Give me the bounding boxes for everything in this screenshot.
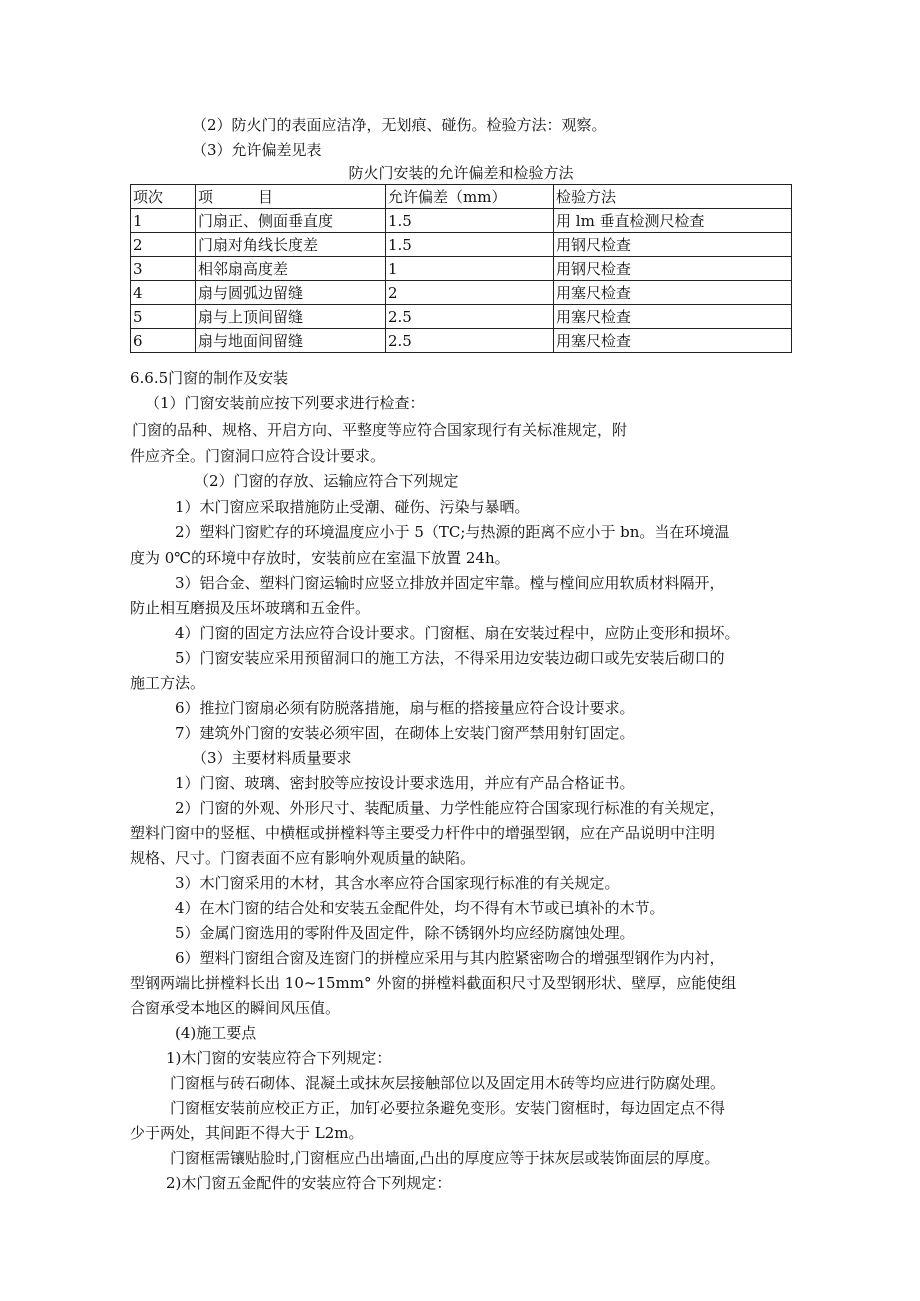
- table-cell: 用钢尺检查: [554, 257, 792, 281]
- header-cell: 检验方法: [554, 185, 792, 209]
- table-cell: 扇与地面间留缝: [196, 329, 386, 353]
- body-line: 5）金属门窗选用的零附件及固定件，除不锈钢外均应经防腐蚀处理。: [175, 924, 635, 942]
- table-row: [131, 281, 792, 305]
- body-line: 门窗框安装前应校正方正，加钉必要拉条避免变形。安装门窗框时，每边固定点不得: [170, 1099, 726, 1117]
- item-2-text: （2）防火门的表面应洁净，无划痕、碰伤。检验方法：观察。: [192, 116, 607, 134]
- body-line: （3）主要材料质量要求: [192, 749, 352, 767]
- body-line: 6）推拉门窗扇必须有防脱落措施，扇与框的搭接量应符合设计要求。: [175, 699, 635, 717]
- table-cell: 3: [131, 257, 196, 281]
- table-cell: 2: [131, 233, 196, 257]
- table-cell: 6: [131, 329, 196, 353]
- body-line: 1）木门窗应采取措施防止受潮、碰伤、污染与暴晒。: [175, 498, 530, 516]
- table-cell: 用塞尺检查: [554, 305, 792, 329]
- table-cell: 用塞尺检查: [554, 329, 792, 353]
- body-line: 1)木门窗的安装应符合下列规定：: [166, 1049, 392, 1067]
- table-cell: 扇与圆弧边留缝: [196, 281, 386, 305]
- body-line: 规格、尺寸。门窗表面不应有影响外观质量的缺陷。: [130, 849, 476, 867]
- table-caption: 防火门安装的允许偏差和检验方法: [348, 164, 574, 182]
- table-cell: 门扇对角线长度差: [196, 233, 386, 257]
- body-line: 3）铝合金、塑料门窗运输时应竖立排放并固定牢靠。樘与樘间应用软质材料隔开，: [175, 574, 725, 592]
- table-cell: 用钢尺检查: [554, 233, 792, 257]
- body-line: 1）门窗、玻璃、密封胶等应按设计要求选用，并应有产品合格证书。: [175, 774, 635, 792]
- table-row: [131, 305, 792, 329]
- table-cell: 1: [386, 257, 554, 281]
- table-cell: 2.5: [386, 305, 554, 329]
- body-line: 门窗框与砖石砌体、混凝土或抹灰层接触部位以及固定用木砖等均应进行防腐处理。: [170, 1074, 726, 1092]
- section-title: 6.6.5门窗的制作及安装: [130, 369, 289, 387]
- body-line: 施工方法。: [130, 674, 206, 692]
- body-line: 型钢两端比拼樘料长出 10~15mm° 外窗的拼樘料截面积尺寸及型钢形状、壁厚，应能使组: [130, 974, 737, 992]
- body-line: 门窗的品种、规格、开启方向、平整度等应符合国家现行有关标准规定，附: [132, 421, 628, 439]
- table-row: [131, 233, 792, 257]
- body-line: 4）在木门窗的结合处和安装五金配件处，均不得有木节或已填补的木节。: [175, 899, 665, 917]
- header-cell: 项次: [131, 185, 196, 209]
- table-cell: 相邻扇高度差: [196, 257, 386, 281]
- body-line: 4）门窗的固定方法应符合设计要求。门窗框、扇在安装过程中，应防止变形和损坏。: [175, 624, 740, 642]
- body-line: 3）木门窗采用的木材，其含水率应符合国家现行标准的有关规定。: [175, 874, 620, 892]
- table-cell: 门扇正、侧面垂直度: [196, 209, 386, 233]
- table-cell: 5: [131, 305, 196, 329]
- body-line: 6）塑料门窗组合窗及连窗门的拼樘应采用与其内腔紧密吻合的增强型钢作为内衬，: [175, 949, 725, 967]
- table-cell: 用塞尺检查: [554, 281, 792, 305]
- table-cell: 2: [386, 281, 554, 305]
- body-line: 2)木门窗五金配件的安装应符合下列规定：: [166, 1174, 452, 1192]
- body-line: 度为 0℃的环境中存放时，安装前应在室温下放置 24h。: [130, 549, 510, 567]
- body-line: （2）门窗的存放、运输应符合下列规定: [194, 472, 459, 490]
- item-3-text: （3）允许偏差见表: [192, 141, 322, 159]
- body-line: 少于两处，其间距不得大于 L2m。: [130, 1124, 364, 1142]
- table-cell: 2.5: [386, 329, 554, 353]
- body-line: 5）门窗安装应采用预留洞口的施工方法，不得采用边安装边砌口或先安装后砌口的: [175, 649, 725, 667]
- table-cell: 1.5: [386, 233, 554, 257]
- table-row: [131, 209, 792, 233]
- body-line: 2）门窗的外观、外形尺寸、装配质量、力学性能应符合国家现行标准的有关规定，: [175, 799, 725, 817]
- table-cell: 1: [131, 209, 196, 233]
- body-line: 门窗框需镶贴脸时,门窗框应凸出墙面,凸出的厚度应等于抹灰层或装饰面层的厚度。: [170, 1149, 720, 1167]
- header-cell: 项 目: [196, 185, 386, 209]
- table-cell: 用 lm 垂直检测尺检查: [554, 209, 792, 233]
- table-cell: 扇与上顶间留缝: [196, 305, 386, 329]
- header-cell: 允许偏差（mm）: [386, 185, 554, 209]
- body-line: (4)施工要点: [175, 1024, 257, 1042]
- body-line: 7）建筑外门窗的安装必须牢固，在砌体上安装门窗严禁用射钉固定。: [175, 724, 635, 742]
- table-header-row: [131, 185, 792, 209]
- table-row: [131, 257, 792, 281]
- body-line: 合窗承受本地区的瞬间风压值。: [130, 999, 341, 1017]
- body-line: 2）塑料门窗贮存的环境温度应小于 5（TC;与热源的距离不应小于 bn。当在环境温: [175, 523, 730, 541]
- table-row: [131, 329, 792, 353]
- table-cell: 4: [131, 281, 196, 305]
- body-line: 防止相互磨损及压坏玻璃和五金件。: [130, 599, 371, 617]
- body-line: 塑料门窗中的竖框、中横框或拼樘料等主要受力杆件中的增强型钢，应在产品说明中注明: [130, 824, 716, 842]
- tolerance-table: [130, 184, 792, 353]
- table-cell: 1.5: [386, 209, 554, 233]
- body-line: （1）门窗安装前应按下列要求进行检查：: [145, 394, 425, 412]
- body-line: 件应齐全。门窗洞口应符合设计要求。: [130, 447, 386, 465]
